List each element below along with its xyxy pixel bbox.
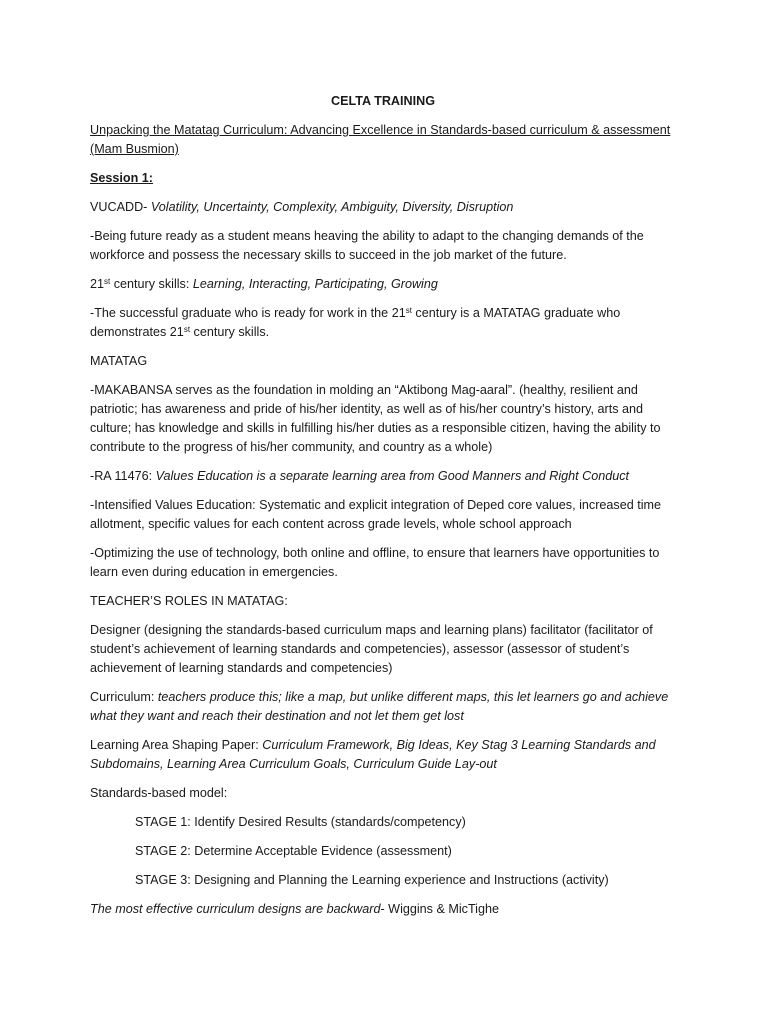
graduate-sup-2: st xyxy=(183,325,191,334)
graduate-text-1: -The successful graduate who is ready for work in the 21 xyxy=(90,306,406,320)
skills-num: 21 xyxy=(90,277,105,291)
future-ready-paragraph: -Being future ready as a student means heaving the ability to adapt to the changing demands of the workforce and possess the necessary skills to succeed in the job market of the future. xyxy=(90,229,644,262)
stage-item: STAGE 2: Determine Acceptable Evidence (assessment) xyxy=(135,844,452,858)
vucadd-paragraph xyxy=(90,198,676,217)
skills-text: Learning, Interacting, Participating, Growing xyxy=(192,277,438,291)
vucadd-label: VUCADD- xyxy=(90,200,151,214)
quote-paragraph xyxy=(90,900,676,919)
shaping-paragraph xyxy=(90,736,676,774)
ra-paragraph xyxy=(90,467,676,486)
graduate-text-3: century skills. xyxy=(190,325,270,339)
curriculum-paragraph xyxy=(90,688,676,726)
shaping-label: Learning Area Shaping Paper: xyxy=(90,738,263,752)
standards-model-heading: Standards-based model: xyxy=(90,786,228,800)
session-heading: Session 1: xyxy=(90,171,153,185)
roles-heading: TEACHER’S ROLES IN MATATAG: xyxy=(90,594,288,608)
roles-paragraph: Designer (designing the standards-based curriculum maps and learning plans) facilitator (facilitator of student’s achievement of learning standards and competencies), assessor (assessor of student’s achievement of learning standards and competencies) xyxy=(90,623,653,675)
intensified-paragraph: -Intensified Values Education: Systematic and explicit integration of Deped core values, increased time allotment, specific values for each content across grade levels, whole school approach xyxy=(90,498,661,531)
document-title: CELTA TRAINING xyxy=(330,94,435,108)
skills-paragraph xyxy=(90,275,676,294)
graduate-sup-1: st xyxy=(405,306,412,315)
ra-text: Values Education is a separate learning area from Good Manners and Right Conduct xyxy=(155,469,630,483)
quote-attribution: - Wiggins & MicTighe xyxy=(380,902,499,916)
vucadd-text: Volatility, Uncertainty, Complexity, Ambiguity, Diversity, Disruption xyxy=(150,200,514,214)
graduate-paragraph xyxy=(90,304,676,342)
stage-item: STAGE 1: Identify Desired Results (standards/competency) xyxy=(135,815,466,829)
stage-item: STAGE 3: Designing and Planning the Learning experience and Instructions (activity) xyxy=(135,873,609,887)
makabansa-paragraph: -MAKABANSA serves as the foundation in molding an “Aktibong Mag-aaral”. (healthy, resilient and patriotic; has awareness and pride of his/her identity, as well as of his/her country’s history, arts and culture; has knowledge and skills in fulfilling his/her duties as a responsible citizen, having the ability to contribute to the progress of his/her community, and country as a whole) xyxy=(90,383,661,454)
matatag-heading: MATATAG xyxy=(90,354,148,368)
skills-sup: st xyxy=(104,277,111,286)
shaping-text: Curriculum Framework, Big Ideas, Key Stag 3 Learning Standards and Subdomains, Learning Area Curriculum Goals, Curriculum Guide Lay-out xyxy=(90,738,656,771)
technology-paragraph: -Optimizing the use of technology, both online and offline, to ensure that learners have opportunities to learn even during education in emergencies. xyxy=(90,546,660,579)
skills-label: century skills: xyxy=(110,277,193,291)
quote-text: The most effective curriculum designs are backward xyxy=(90,902,381,916)
ra-label: -RA 11476: xyxy=(90,469,156,483)
curriculum-text: teachers produce this; like a map, but unlike different maps, this let learners go and achieve what they want and reach their destination and not let them get lost xyxy=(90,690,669,723)
document-subtitle: Unpacking the Matatag Curriculum: Advancing Excellence in Standards-based curriculum & assessment (Mam Busmion) xyxy=(90,123,671,156)
graduate-text-2: century is a MATATAG graduate who demonstrates 21 xyxy=(90,306,621,339)
curriculum-label: Curriculum: xyxy=(90,690,158,704)
